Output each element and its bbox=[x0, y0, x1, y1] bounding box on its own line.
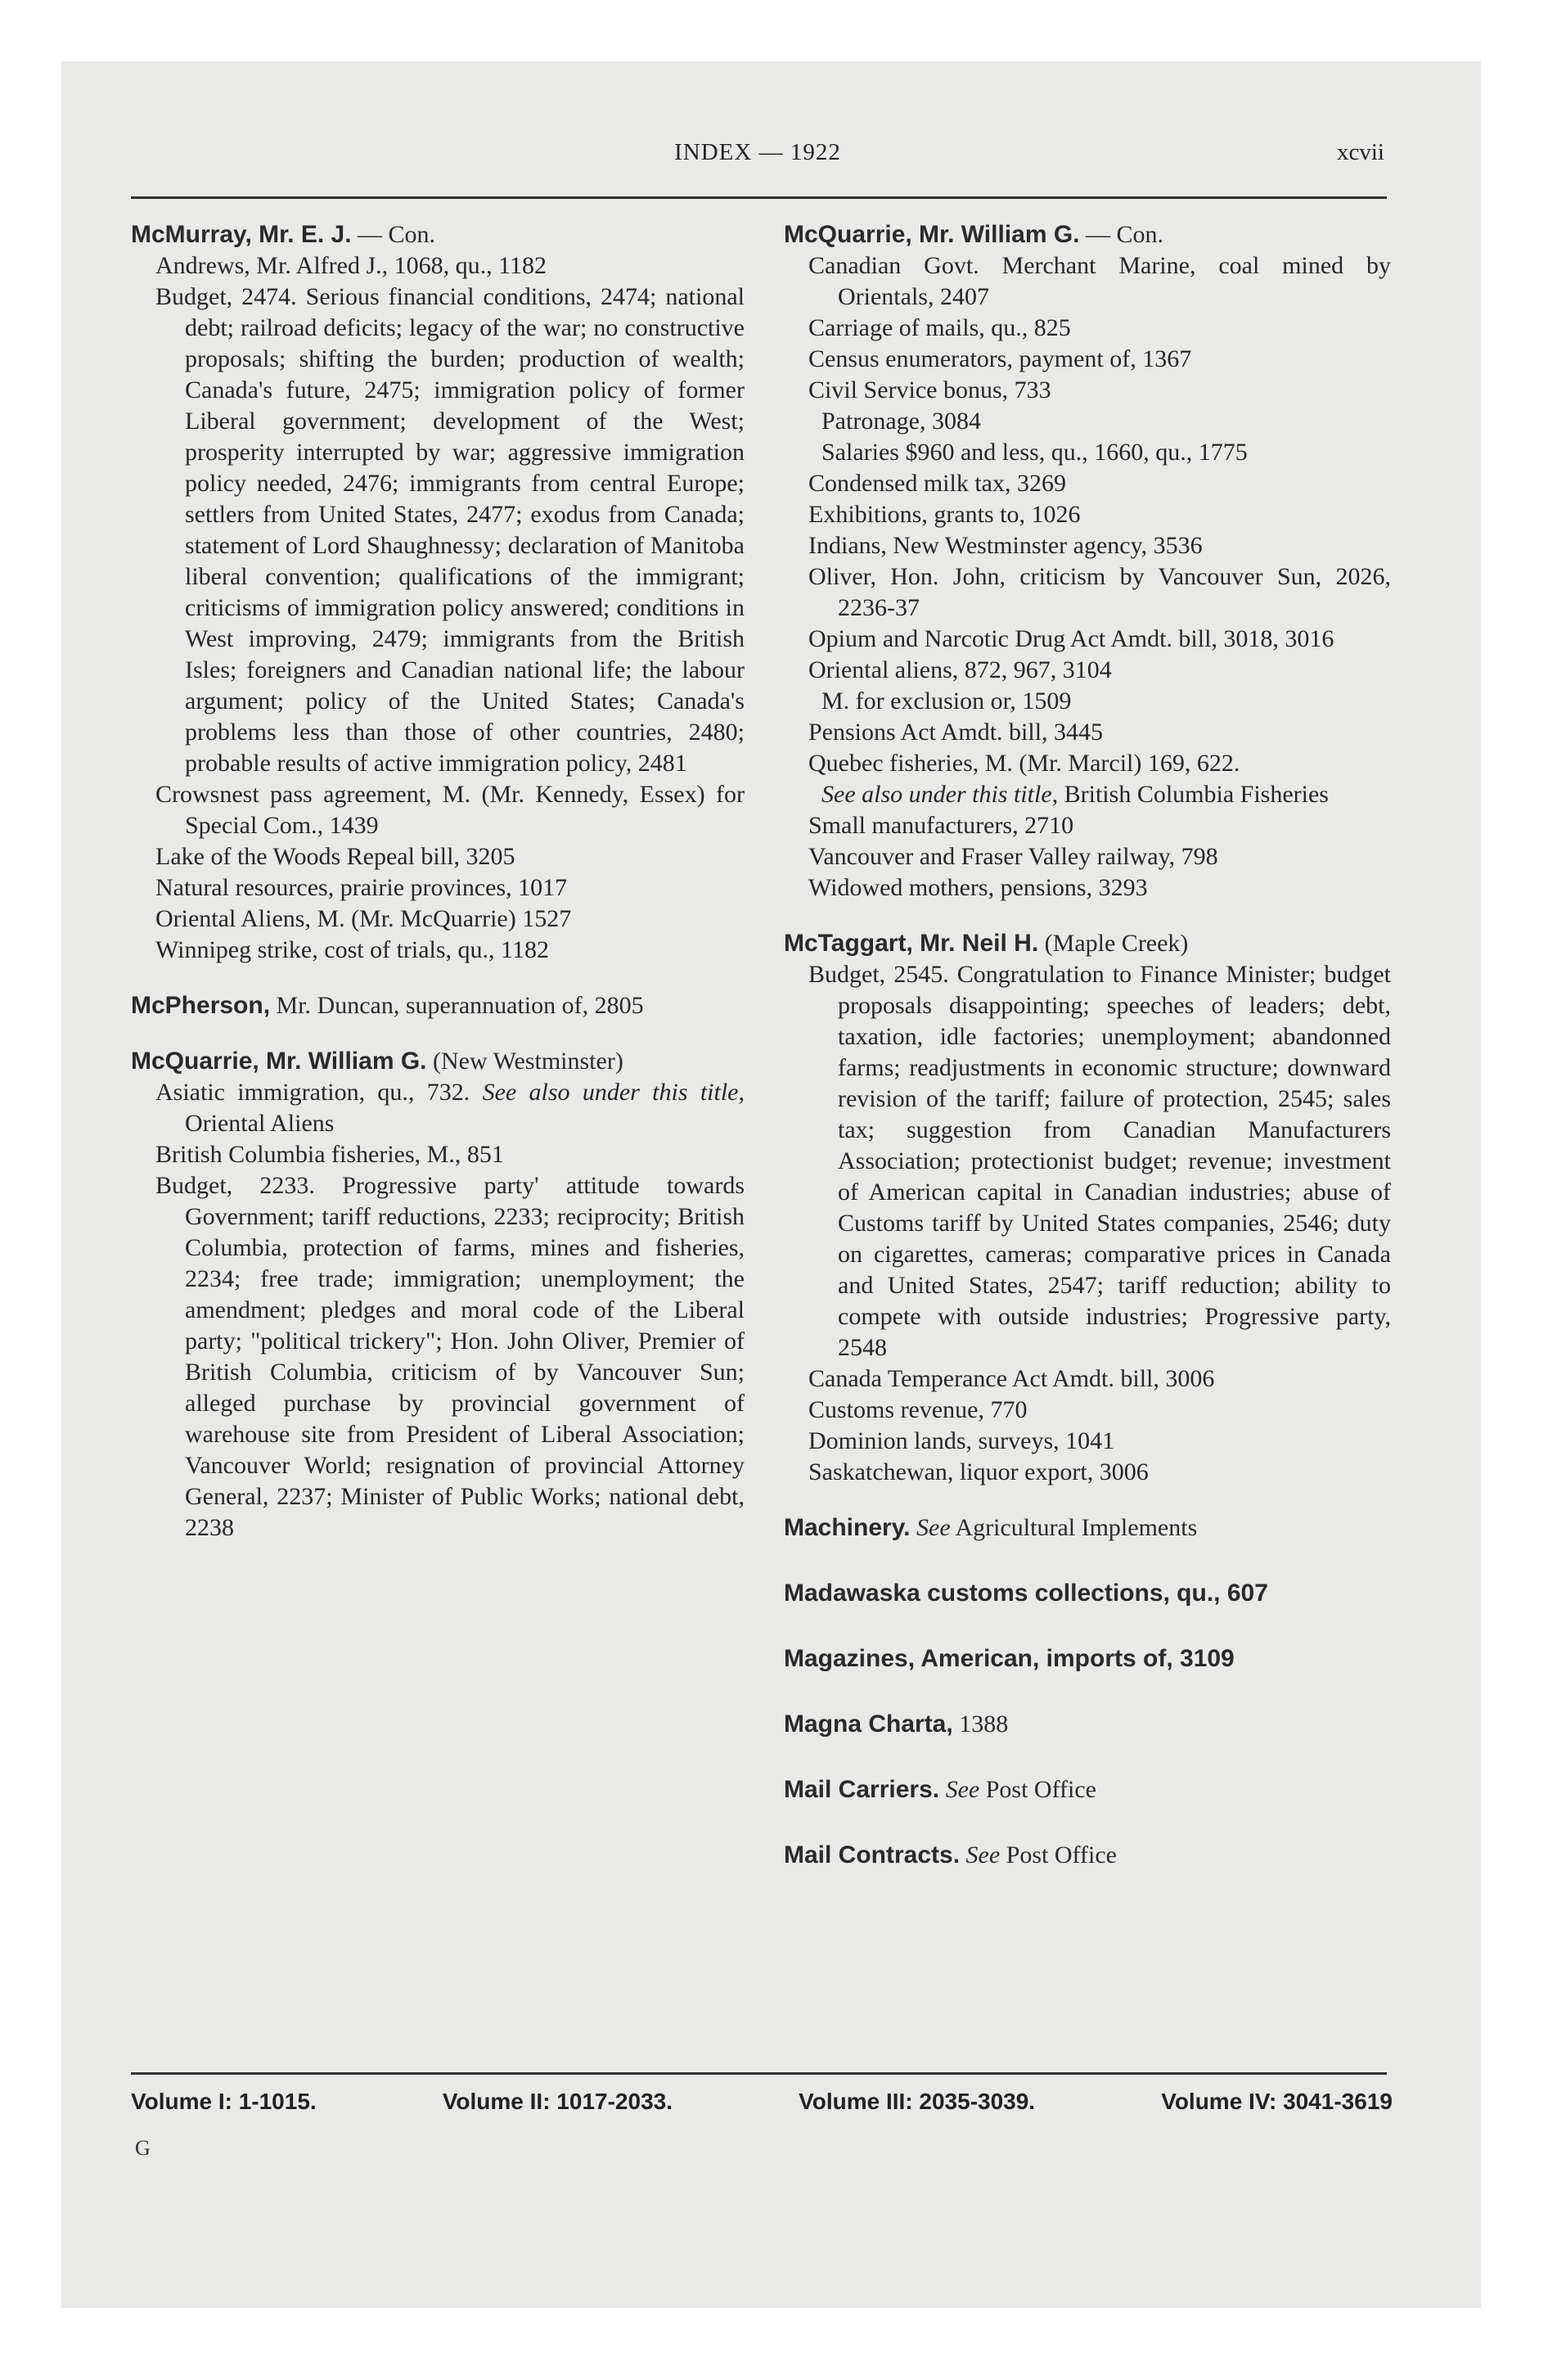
index-entry bbox=[784, 250, 1391, 313]
entry-text: Exhibitions, grants to, 1026 bbox=[808, 501, 1081, 528]
heading-name: Magazines, American, imports of, 3109 bbox=[784, 1645, 1235, 1672]
entry-tail: Oriental Aliens bbox=[185, 1110, 335, 1137]
page-number: xcvii bbox=[1337, 139, 1384, 165]
entry-text: Opium and Narcotic Drug Act Amdt. bill, 3018, 3016 bbox=[808, 625, 1334, 652]
index-entry bbox=[784, 717, 1391, 748]
entry-text: Salaries $960 and less, qu., 1660, qu., 1775 bbox=[821, 439, 1248, 466]
index-entry bbox=[784, 1426, 1391, 1457]
heading-name: Magna Charta, bbox=[784, 1711, 953, 1738]
index-entry bbox=[784, 1364, 1391, 1395]
index-subentry bbox=[784, 686, 1391, 717]
index-title: INDEX — 1922 bbox=[674, 139, 841, 165]
index-entry bbox=[131, 1077, 745, 1139]
index-heading bbox=[131, 990, 745, 1021]
entry-text: Natural resources, prairie provinces, 1017 bbox=[155, 874, 568, 901]
volume-1: Volume I: 1-1015. bbox=[131, 2089, 317, 2114]
index-heading bbox=[784, 1512, 1391, 1544]
entry-text: Dominion lands, surveys, 1041 bbox=[808, 1427, 1115, 1454]
entry-text: Andrews, Mr. Alfred J., 1068, qu., 1182 bbox=[155, 252, 547, 279]
index-entry bbox=[784, 872, 1391, 904]
index-entry bbox=[784, 344, 1391, 375]
heading-name: Mail Contracts. bbox=[784, 1841, 961, 1868]
index-entry bbox=[784, 530, 1391, 561]
index-entry bbox=[784, 748, 1391, 779]
index-heading bbox=[131, 1046, 745, 1077]
heading-suffix: — Con. bbox=[1079, 221, 1164, 248]
entry-text: Oliver, Hon. John, criticism by Vancouver Sun, 2026, 2236-37 bbox=[808, 563, 1391, 621]
heading-name: McTaggart, Mr. Neil H. bbox=[784, 930, 1039, 957]
left-column bbox=[131, 219, 745, 1544]
entry-text: Canada Temperance Act Amdt. bill, 3006 bbox=[808, 1365, 1215, 1392]
heading-name: McQuarrie, Mr. William G. bbox=[131, 1048, 427, 1075]
index-entry bbox=[131, 779, 745, 841]
index-subentry bbox=[784, 779, 1391, 810]
spacer bbox=[784, 1740, 1391, 1774]
index-heading bbox=[784, 1840, 1391, 1871]
entry-text: Quebec fisheries, M. (Mr. Marcil) 169, 622. bbox=[808, 750, 1240, 777]
spacer bbox=[131, 1021, 745, 1046]
footer-rule bbox=[131, 2072, 1387, 2075]
see-reference: See bbox=[960, 1841, 1001, 1868]
heading-name: McPherson, bbox=[131, 992, 271, 1019]
spacer bbox=[784, 1805, 1391, 1840]
index-heading bbox=[784, 1774, 1391, 1805]
entry-text: M. for exclusion or, 1509 bbox=[821, 687, 1072, 714]
spacer bbox=[131, 966, 745, 990]
entry-text: Oriental aliens, 872, 967, 3104 bbox=[808, 656, 1112, 683]
entry-text: Budget, 2474. Serious financial conditions, 2474; national debt; railroad deficits; legacy of the war; no constructive proposals; shifting the burden; production of wealth; Canada's future, 2475; immigration policy of former Liberal government; development of the West; prosperity interrupted by war; aggressive immigration policy needed, 2476; immigrants from central Europe; settlers from United States, 2477; exodus from Canada; statement of Lord Shaughnessy; declaration of Manitoba liberal convention; qualifications of the immigrant; criticisms of immigration policy answered; conditions in West improving, 2479; immigrants from the British Isles; foreigners and Canadian national life; the labour argument; policy of the United States; Canada's problems less than those of other countries, 2480; probable results of active immigration policy, 2481 bbox=[155, 283, 745, 777]
entry-text: Winnipeg strike, cost of trials, qu., 1182 bbox=[155, 936, 549, 963]
index-entry bbox=[784, 468, 1391, 499]
heading-suffix: 1388 bbox=[952, 1711, 1009, 1738]
index-heading bbox=[784, 1643, 1391, 1675]
heading-suffix: Agricultural Implements bbox=[950, 1514, 1198, 1541]
header-rule bbox=[131, 196, 1387, 199]
entry-text: Crowsnest pass agreement, M. (Mr. Kennedy, Essex) for Special Com., 1439 bbox=[155, 781, 745, 839]
index-entry bbox=[784, 841, 1391, 872]
entry-text: Carriage of mails, qu., 825 bbox=[808, 314, 1071, 341]
index-entry bbox=[784, 561, 1391, 624]
right-column bbox=[784, 219, 1391, 1871]
index-entry bbox=[784, 959, 1391, 1364]
entry-tail: British Columbia Fisheries bbox=[1058, 781, 1329, 808]
index-entry bbox=[131, 1170, 745, 1544]
index-entry bbox=[131, 935, 745, 966]
entry-text: Customs revenue, 770 bbox=[808, 1396, 1028, 1423]
volume-4: Volume IV: 3041-3619 bbox=[1161, 2089, 1393, 2114]
index-subentry bbox=[784, 437, 1391, 468]
entry-text: Patronage, 3084 bbox=[821, 408, 981, 435]
entry-text: Oriental Aliens, M. (Mr. McQuarrie) 1527 bbox=[155, 905, 572, 932]
spacer bbox=[784, 1609, 1391, 1643]
index-heading bbox=[784, 219, 1391, 250]
heading-suffix: — Con. bbox=[351, 221, 436, 248]
entry-text: Saskatchewan, liquor export, 3006 bbox=[808, 1458, 1149, 1485]
entry-text: Widowed mothers, pensions, 3293 bbox=[808, 874, 1148, 901]
see-reference: See also under this title, bbox=[482, 1079, 745, 1106]
heading-suffix: Post Office bbox=[979, 1776, 1096, 1803]
entry-text: Asiatic immigration, qu., 732. bbox=[155, 1079, 483, 1106]
entry-text: Indians, New Westminster agency, 3536 bbox=[808, 532, 1203, 559]
heading-name: McQuarrie, Mr. William G. bbox=[784, 221, 1080, 248]
index-heading bbox=[131, 219, 745, 250]
see-reference: See also under this title, bbox=[821, 781, 1059, 808]
heading-name: Mail Carriers. bbox=[784, 1776, 940, 1803]
volume-2: Volume II: 1017-2033. bbox=[442, 2089, 673, 2114]
index-entry bbox=[131, 872, 745, 904]
index-heading bbox=[784, 1578, 1391, 1609]
index-entry bbox=[784, 313, 1391, 344]
entry-text: British Columbia fisheries, M., 851 bbox=[155, 1141, 504, 1168]
entry-text: Civil Service bonus, 733 bbox=[808, 376, 1051, 403]
spacer bbox=[784, 904, 1391, 928]
heading-suffix: Mr. Duncan, superannuation of, 2805 bbox=[270, 992, 644, 1019]
page-header bbox=[131, 139, 1384, 172]
index-entry bbox=[784, 375, 1391, 406]
index-entry bbox=[784, 655, 1391, 686]
spacer bbox=[784, 1488, 1391, 1512]
index-entry bbox=[131, 841, 745, 872]
entry-text: Budget, 2545. Congratulation to Finance Minister; budget proposals disappointing; speeches of leaders; debt, taxation, idle factories; unemployment; abandonned farms; readjustments in economic structure; downward revision of the tariff; failure of protection, 2545; sales tax; suggestion from Canadian Manufacturers Association; protectionist budget; revenue; investment of American capital in Canadian industries; abuse of Customs tariff by United States companies, 2546; duty on cigarettes, cameras; comparative prices in Canada and United States, 2547; tariff reduction; ability to compete with outside industries; Progressive party, 2548 bbox=[808, 961, 1391, 1361]
index-entry bbox=[131, 904, 745, 935]
signature-mark: G bbox=[135, 2136, 151, 2160]
see-reference: See bbox=[939, 1776, 980, 1803]
entry-text: Condensed milk tax, 3269 bbox=[808, 470, 1066, 497]
volume-footer bbox=[131, 2089, 1393, 2115]
heading-name: Machinery. bbox=[784, 1514, 911, 1541]
index-entry bbox=[784, 1457, 1391, 1488]
volume-3: Volume III: 2035-3039. bbox=[799, 2089, 1036, 2114]
spacer bbox=[784, 1544, 1391, 1578]
heading-suffix: Post Office bbox=[1000, 1841, 1117, 1868]
spacer bbox=[784, 1675, 1391, 1709]
heading-name: McMurray, Mr. E. J. bbox=[131, 221, 352, 248]
entry-text: Budget, 2233. Progressive party' attitude towards Government; tariff reductions, 2233; reciprocity; British Columbia, protection of farms, mines and fisheries, 2234; free trade; immigration; unemployment; the amendment; pledges and moral code of the Liberal party; "political trickery"; Hon. John Oliver, Premier of British Columbia, criticism of by Vancouver Sun; alleged purchase by provincial government of warehouse site from President of Liberal Association; Vancouver World; resignation of provincial Attorney General, 2237; Minister of Public Works; national debt, 2238 bbox=[155, 1172, 745, 1541]
index-entry bbox=[784, 624, 1391, 655]
entry-text: Census enumerators, payment of, 1367 bbox=[808, 345, 1192, 372]
index-heading bbox=[784, 928, 1391, 959]
index-entry bbox=[784, 810, 1391, 841]
index-heading bbox=[784, 1709, 1391, 1740]
index-entry bbox=[784, 1395, 1391, 1426]
index-entry bbox=[131, 1139, 745, 1170]
entry-text: Small manufacturers, 2710 bbox=[808, 812, 1074, 839]
index-entry bbox=[131, 250, 745, 282]
heading-name: Madawaska customs collections, qu., 607 bbox=[784, 1580, 1268, 1607]
index-entry bbox=[131, 282, 745, 779]
entry-text: Pensions Act Amdt. bill, 3445 bbox=[808, 719, 1104, 746]
heading-suffix: (Maple Creek) bbox=[1038, 930, 1189, 957]
entry-text: Vancouver and Fraser Valley railway, 798 bbox=[808, 843, 1218, 870]
heading-suffix: (New Westminster) bbox=[426, 1048, 623, 1075]
see-reference: See bbox=[910, 1514, 951, 1541]
index-subentry bbox=[784, 406, 1391, 437]
entry-text: Canadian Govt. Merchant Marine, coal mined by Orientals, 2407 bbox=[808, 252, 1391, 310]
index-entry bbox=[784, 499, 1391, 530]
entry-text: Lake of the Woods Repeal bill, 3205 bbox=[155, 843, 515, 870]
